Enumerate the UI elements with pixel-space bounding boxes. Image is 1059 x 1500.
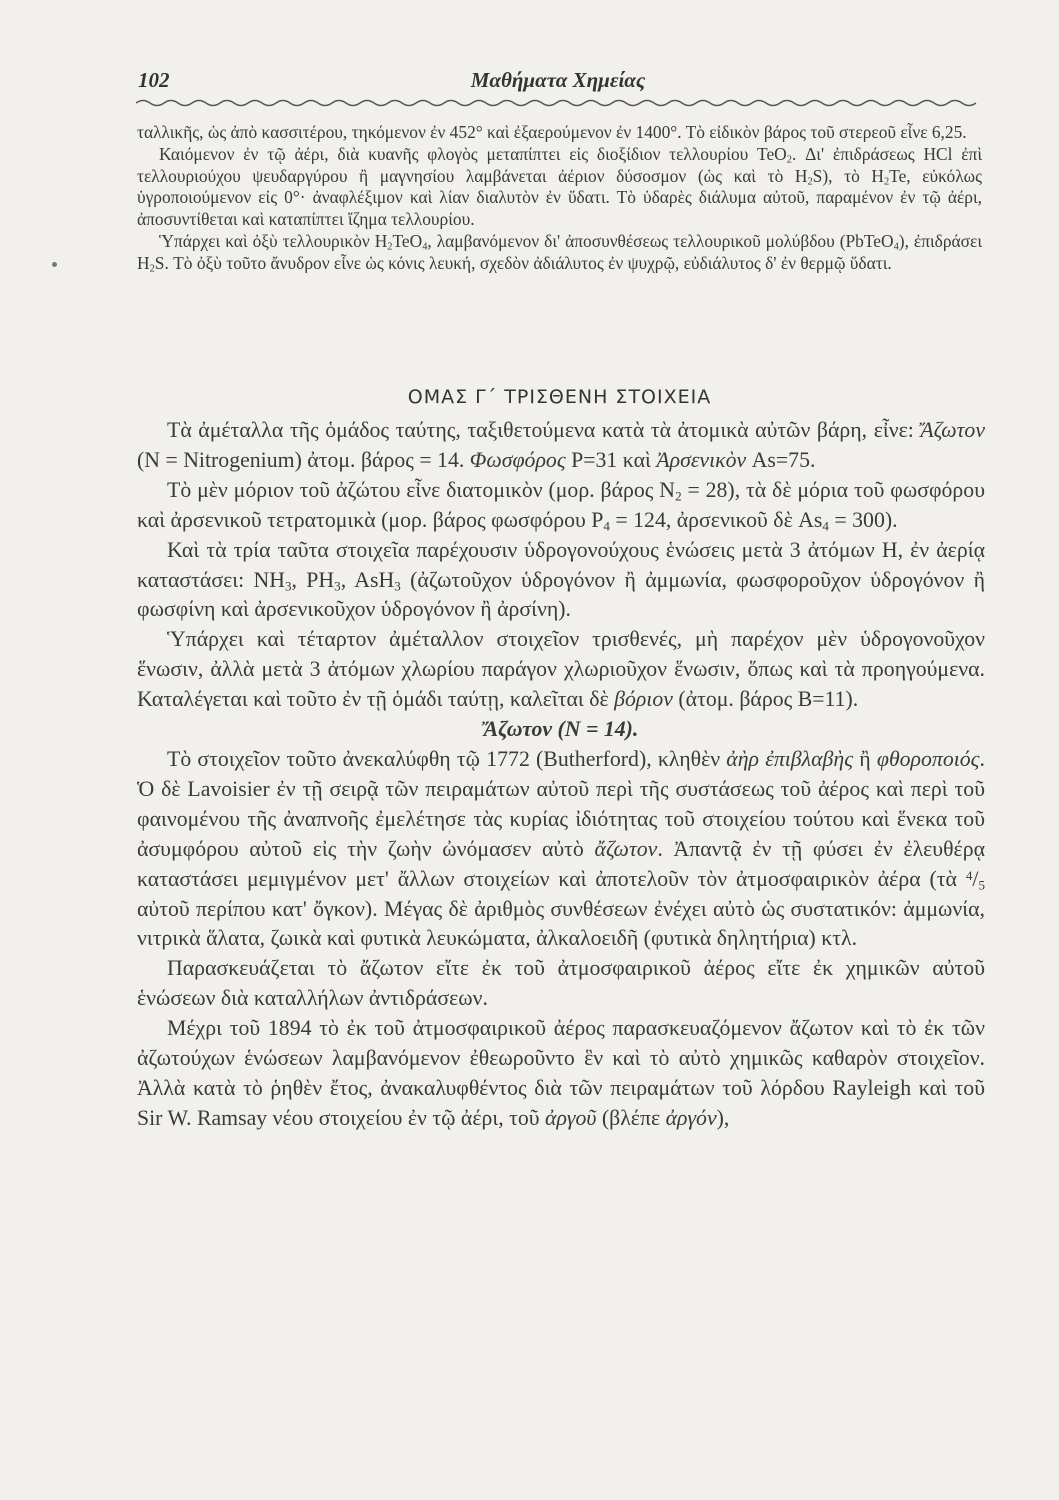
page-number: 102 — [138, 68, 170, 92]
paragraph-nitrogen-discovery: Τὸ στοιχεῖον τοῦτο ἀνεκαλύφθη τῷ 1772 (Buthеrford), κληθὲν ἀὴρ ἐπιβλαβὴς ἢ φθοροποιός. Ὁ δὲ Lavoisier ἐν τῇ σειρᾷ τῶν πειραμάτων αὐτοῦ περὶ τῆς συστάσεως τοῦ ἀέρος καὶ περὶ τοῦ φαινομένου τῆς ἀναπνοῆς ἐμελέτησε τὰς κυρίας ἰδιότητας τοῦ στοιχείου τούτου καὶ ἕνεκα τοῦ ἀσυμφόρου αὐτοῦ εἰς τὴν ζωὴν ὠνόμασεν αὐτὸ ἄζωτον. Ἀπαντᾷ ἐν τῇ φύσει ἐν ἐλευθέρᾳ καταστάσει μεμιγμένον μετ' ἄλλων στοιχείων καὶ ἀποτελοῦν τὸν ἀτμοσφαιρικὸν ἀέρα (τὰ $^4/_5$ αὐτοῦ περίπου κατ' ὄγκον). Μέγας δὲ ἀριθμὸς συνθέσεων ἐνέχει αὐτὸ ὡς συστατικόν: ἀμμωνία, νιτρικὰ ἅλατα, ζωικὰ καὶ φυτικὰ λευκώματα, ἀλκαλοειδῆ (φυτικὰ δηλητήρια) κτλ. — [137, 746, 985, 951]
paragraph-molecules: Τὸ μὲν μόριον τοῦ ἀζώτου εἶνε διατομικὸν (μορ. βάρος $N_2 = 28$), τὰ δὲ μόρια τοῦ φωσφόρου καὶ ἀρσενικοῦ τετρατομικὰ (μορ. βάρος φωσφόρου $P_4 = 124$, ἀρσενικοῦ δὲ $As_4 = 300$). — [137, 477, 985, 533]
header-wavy-rule — [136, 98, 978, 108]
paragraph-hydrides: Καὶ τὰ τρία ταῦτα στοιχεῖα παρέχουσιν ὑδρογονούχους ἑνώσεις μετὰ 3 ἀτόμων H, ἐν ἀερίᾳ καταστάσει: $NH_3$, $PH_3$, AsH$_3$ (ἀζωτοῦχον ὑδρογόνον ἢ ἀμμωνία, φωσφοροῦχον ὑδρογόνον ἢ φωσφίνη καὶ ἀρσενικοῦχον ὑδρογόνον ἢ ἀρσίνη). — [137, 537, 985, 622]
paragraph-boron: Ὑπάρχει καὶ τέταρτον ἀμέταλλον στοιχεῖον τρισθενές, μὴ παρέχον μὲν ὑδρογονοῦχον ἕνωσιν, ἀλλὰ μετὰ 3 ἀτόμων χλωρίου παράγον χλωριοῦχον ἕνωσιν, ὅπως καὶ τὰ προηγούμενα. Καταλέγεται καὶ τοῦτο ἐν τῇ ὁμάδι ταύτῃ, καλεῖται δὲ βόριον (ἀτομ. βάρος B=11). — [137, 627, 985, 712]
page-header — [138, 68, 978, 98]
small-print-section — [137, 122, 982, 275]
section-heading: ΟΜΑΣ Γ΄ ΤΡΙΣΘΕΝΗ ΣΤΟΙΧΕΙΑ — [407, 386, 712, 408]
paragraph-preparation: Παρασκευάζεται τὸ ἄζωτον εἴτε ἐκ τοῦ ἀτμοσφαιρικοῦ ἀέρος εἴτε ἐκ χημικῶν αὐτοῦ ἑνώσεων διὰ καταλλήλων ἀντιδράσεων. — [137, 956, 985, 1011]
main-text-section — [137, 416, 985, 1134]
paragraph-tellurium-melting: ταλλικῆς, ὡς ἀπὸ κασσιτέρου, τηκόμενον ἐν 452° καὶ ἐξαερούμενον ἐν 1400°. Τὸ εἰδικὸν βάρος τοῦ στερεοῦ εἶνε 6,25. — [137, 122, 967, 142]
paragraph-telluric-acid: Ὑπάρχει καὶ ὀξὺ τελλουρικὸν $H_2TeO_4$, λαμβανόμενον δι' ἀποσυνθέσεως τελλουρικοῦ μολύβδου (PbTeO$_4$), ἐπιδράσει $H_2S$. Τὸ ὀξὺ τοῦτο ἄνυδρον εἶνε ὡς κόνις λευκή, σχεδὸν ἀδιάλυτος ἐν ψυχρῷ, εὐδιάλυτος δ' ἐν θερμῷ ὕδατι. — [137, 230, 982, 275]
nitrogen-subheading: Ἄζωτον (N = 14). — [483, 717, 639, 742]
paragraph-group-elements: Τὰ ἀμέταλλα τῆς ὁμάδος ταύτης, ταξιθετούμενα κατὰ τὰ ἀτομικὰ αὐτῶν βάρη, εἶνε: Ἄζωτον (N = Nitrogenium) ἀτομ. βάρος = 14. Φωσφόρος P=31 καὶ Ἀρσενικὸν As=75. — [137, 418, 985, 472]
margin-speck — [52, 262, 57, 267]
paragraph-argon: Μέχρι τοῦ 1894 τὸ ἐκ τοῦ ἀτμοσφαιρικοῦ ἀέρος παρασκευαζόμενον ἄζωτον καὶ τὸ ἐκ τῶν ἀζωτούχων ἑνώσεων λαμβανόμενον ἐθεωροῦντο ἓν καὶ τὸ αὐτὸ χημικῶς καθαρὸν στοιχεῖον. Ἀλλὰ κατὰ τὸ ῥηθὲν ἔτος, ἀνακαλυφθέντος διὰ τῶν πειραμάτων τοῦ λόρδου Rayleigh καὶ τοῦ Sir W. Ramsay νέου στοιχείου ἐν τῷ ἀέρι, τοῦ ἀργοῦ (βλέπε ἀργόν), — [137, 1016, 985, 1130]
running-title: Μαθήματα Χημείας — [470, 68, 646, 92]
paragraph-tellurium-burning: Καιόμενον ἐν τῷ ἀέρι, διὰ κυανῆς φλογὸς μεταπίπτει εἰς διοξίδιον τελλουρίου TeO$_2$. Δι' ἐπιδράσεως HCl ἐπὶ τελλουριούχου ψευδαργύρου ἢ μαγνησίου λαμβάνεται ἀέριον δύσοσμον (ὡς καὶ τὸ $H_2S$), τὸ $H_2Te$, εὐκόλως ὑγροποιούμενον εἰς 0°· ἀναφλέξιμον καὶ λίαν διαλυτὸν ἐν ὕδατι. Τὸ ὑδαρὲς διάλυμα αὐτοῦ, παραμένον ἐν τῷ ἀέρι, ἀποσυντίθεται καὶ καταπίπτει ἴζημα τελλουρίου. — [137, 143, 983, 230]
